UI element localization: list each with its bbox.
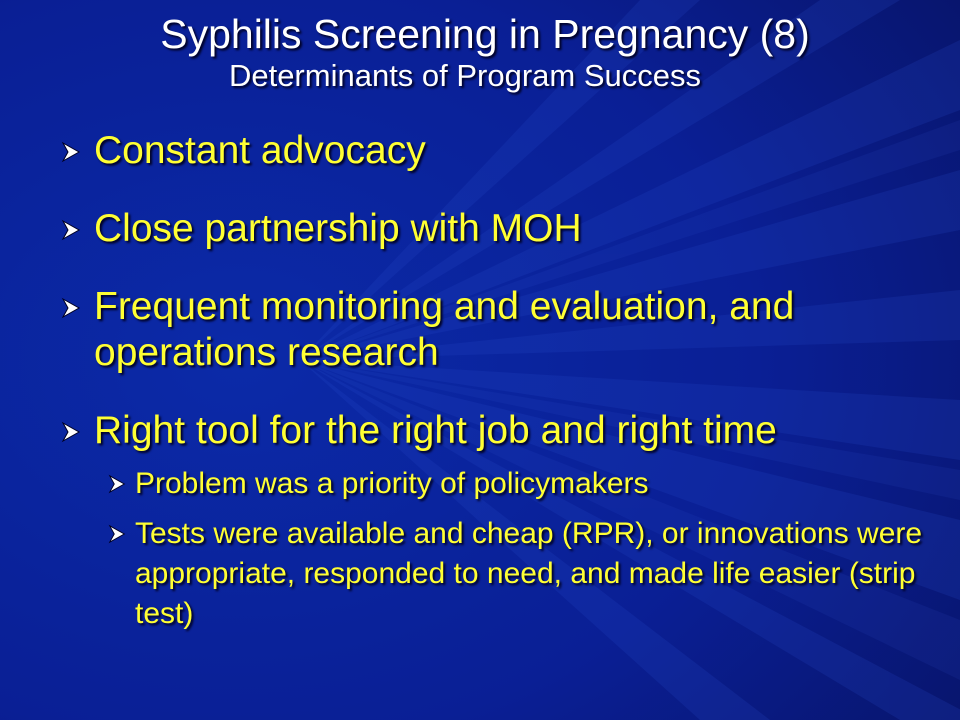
slide-title: Syphilis Screening in Pregnancy (8) xyxy=(160,11,810,57)
arrow-bullet-icon xyxy=(60,421,82,443)
bullet-text: Right tool for the right job and right time xyxy=(94,409,777,452)
slide-subtitle: Determinants of Program Success xyxy=(228,58,702,93)
bullet-text: Close partnership with MOH xyxy=(94,207,582,250)
bullet-list xyxy=(60,128,940,634)
bullet-item xyxy=(60,206,940,252)
arrow-bullet-icon xyxy=(107,524,127,544)
bullet-item xyxy=(60,128,940,174)
arrow-bullet-icon xyxy=(60,141,82,163)
arrow-bullet-icon xyxy=(107,474,127,494)
sub-bullet-item xyxy=(60,464,940,504)
arrow-bullet-icon xyxy=(60,297,82,319)
sub-bullet-item xyxy=(60,514,940,634)
sub-bullet-text: Problem was a priority of policymakers xyxy=(135,467,649,500)
bullet-text: Frequent monitoring and evaluation, and operations research xyxy=(94,285,795,374)
bullet-item xyxy=(60,408,940,454)
title-block xyxy=(0,10,960,94)
sub-bullet-text: Tests were available and cheap (RPR), or innovations were appropriate, responded to need, and made life easier (strip test) xyxy=(135,517,923,630)
bullet-text: Constant advocacy xyxy=(94,129,426,172)
arrow-bullet-icon xyxy=(60,219,82,241)
bullet-item xyxy=(60,284,940,376)
